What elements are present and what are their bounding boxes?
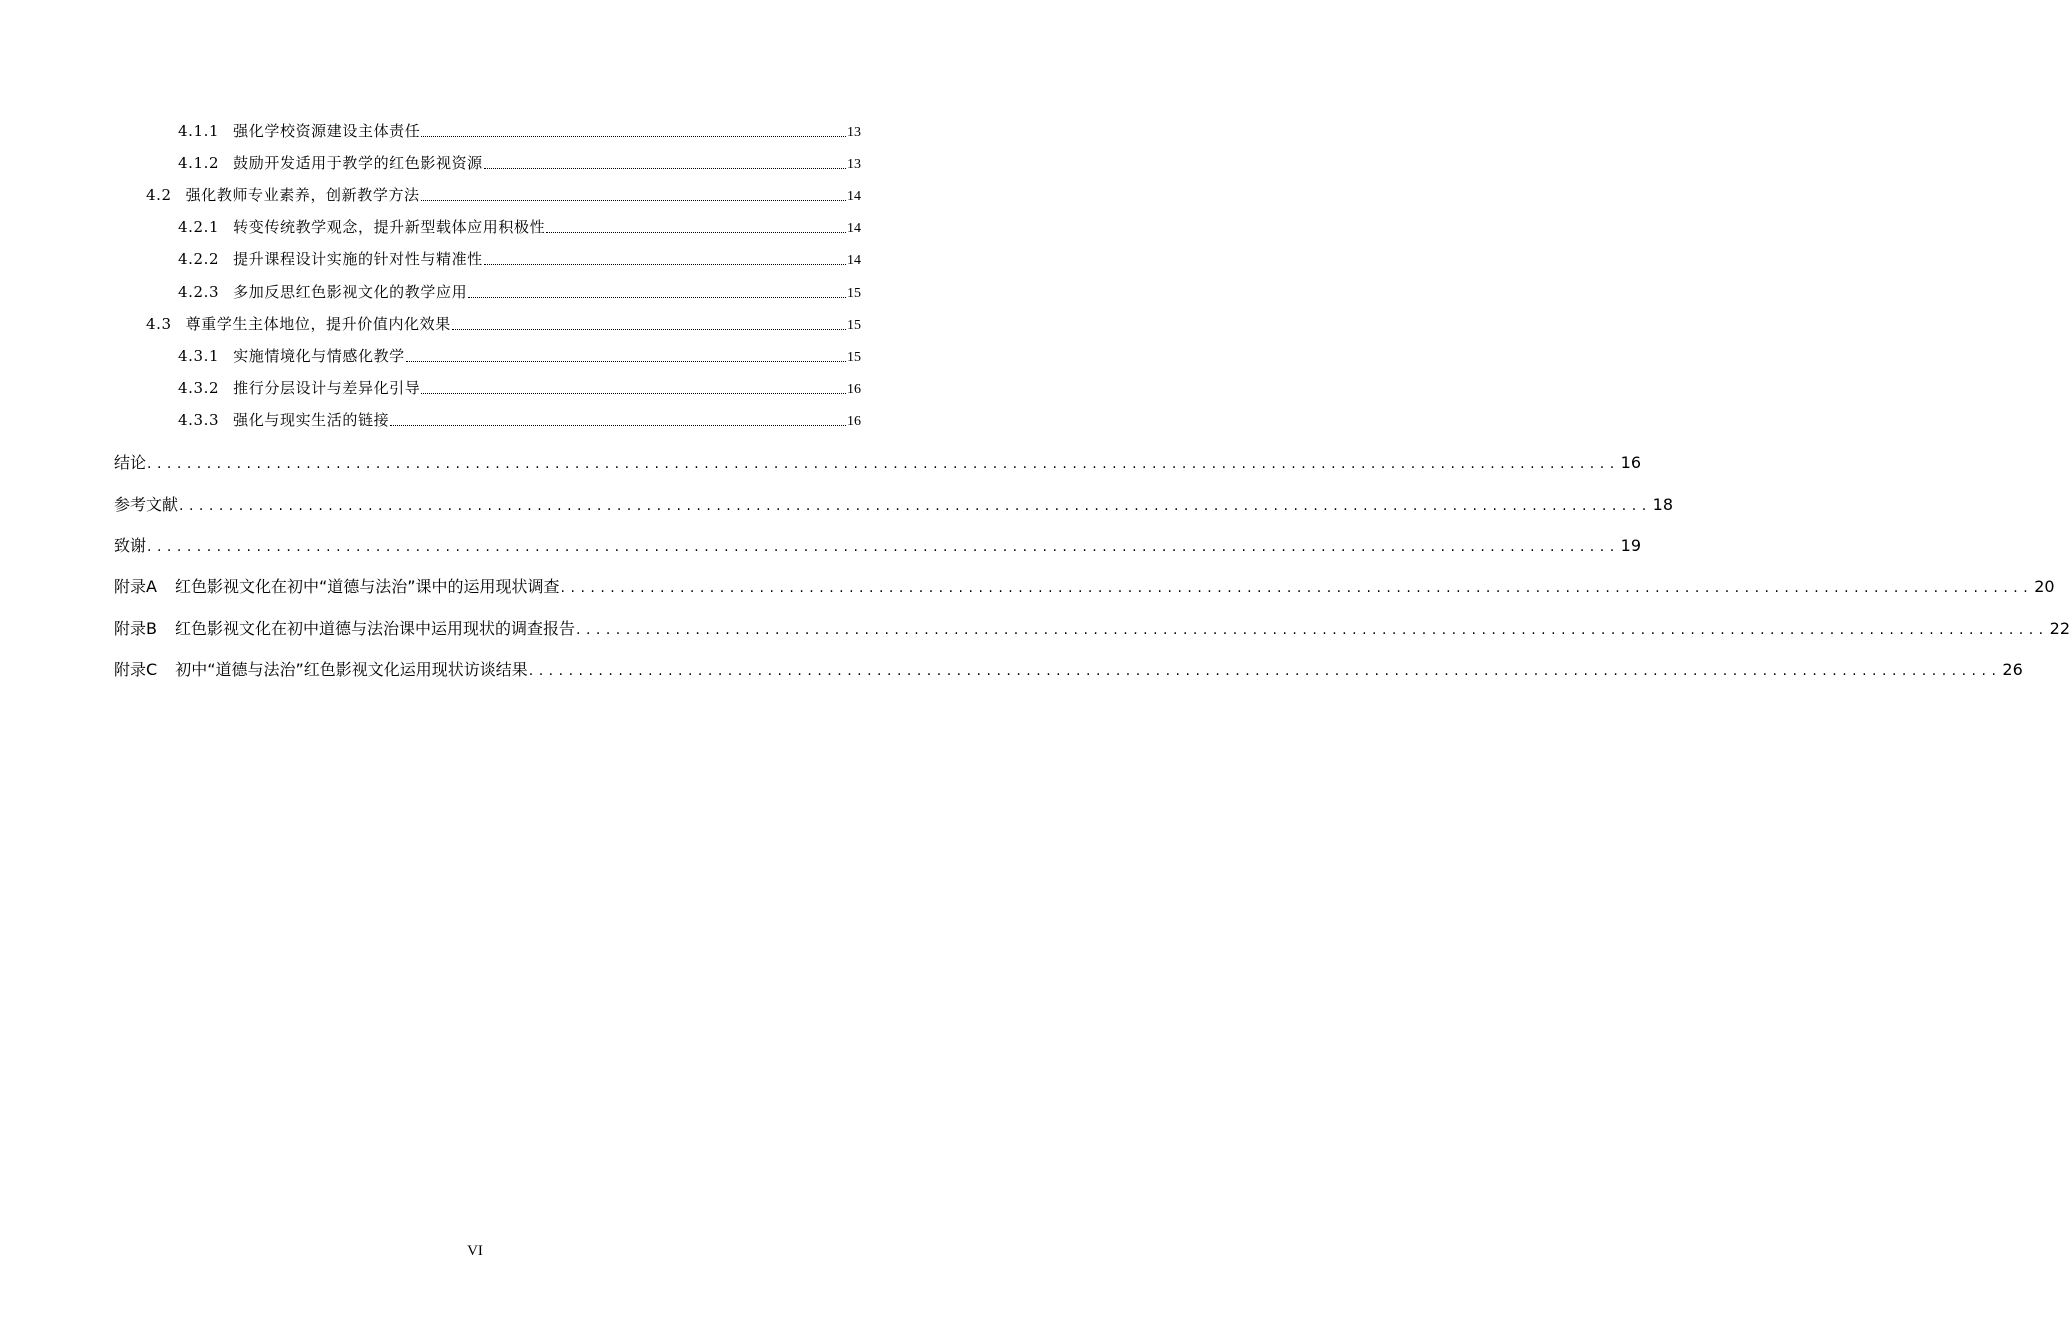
dot-leader: ....................................................................................................................................................: [576, 622, 2049, 638]
toc-entry-page: 14: [847, 189, 861, 204]
dot-leader: [484, 263, 846, 265]
toc-entry-number: 4.3.3: [178, 411, 220, 429]
toc-entry-references[interactable]: [114, 492, 1674, 515]
toc-entry-number: 4.2.1: [178, 218, 220, 236]
dot-leader: [484, 167, 846, 169]
toc-entry-appendix-b[interactable]: [114, 616, 2070, 639]
toc-entry-4-3-2[interactable]: [178, 377, 861, 398]
toc-entry-title: 转变传统教学观念，提升新型载体应用积极性: [233, 218, 546, 236]
toc-entry-title: 鼓励开发适用于教学的红色影视资源: [233, 154, 483, 172]
toc-entry-title: 参考文献: [114, 495, 179, 514]
toc-entry-number: 附录B: [114, 619, 157, 638]
toc-entry-number: 4.2.2: [178, 250, 220, 268]
toc-entry-title: 提升课程设计实施的针对性与精准性: [233, 250, 483, 268]
toc-entry-acknowledgements[interactable]: [114, 533, 1642, 556]
toc-entry-page: 26: [2002, 660, 2023, 679]
toc-entry-number: 4.1.2: [178, 154, 220, 172]
dot-leader: [468, 296, 846, 298]
toc-entry-page: 15: [847, 350, 861, 365]
toc-entry-title: 多加反思红色影视文化的教学应用: [233, 283, 468, 301]
toc-entry-4-2-2[interactable]: [178, 248, 861, 269]
dot-leader: [421, 135, 846, 137]
dot-leader: ....................................................................................................................................................: [560, 580, 2034, 596]
toc-entry-4-1-1[interactable]: [178, 120, 861, 141]
toc-entry-4-2-1[interactable]: [178, 216, 861, 237]
toc-entry-page: 18: [1652, 495, 1674, 514]
toc-entry-title: 初中“道德与法治”红色影视文化运用现状访谈结果: [175, 660, 528, 679]
toc-entry-page: 13: [847, 157, 861, 172]
toc-entry-number: 附录A: [114, 577, 157, 596]
toc-entry-page: 15: [847, 318, 861, 333]
toc-entry-4-1-2[interactable]: [178, 152, 861, 173]
dot-leader: [421, 392, 846, 394]
toc-entry-number: 附录C: [114, 660, 158, 679]
toc-entry-page: 20: [2034, 577, 2055, 596]
toc-entry-title: 红色影视文化在初中道德与法治课中运用现状的调查报告: [174, 619, 575, 638]
toc-entry-appendix-a[interactable]: [114, 574, 2055, 597]
toc-entry-page: 19: [1620, 536, 1642, 555]
toc-entry-number: 4.3.2: [178, 379, 220, 397]
toc-entry-title: 结论: [114, 453, 147, 472]
toc-entry-number: 4.1.1: [178, 122, 220, 140]
dot-leader: ....................................................................................................................................................: [147, 539, 1620, 555]
toc-entry-number: 4.3.1: [178, 347, 220, 365]
toc-entry-page: 13: [847, 125, 861, 140]
dot-leader: [452, 328, 846, 330]
dot-leader: ....................................................................................................................................................: [147, 456, 1620, 472]
toc-entry-title: 强化学校资源建设主体责任: [233, 122, 421, 140]
toc-entry-page: 22: [2049, 619, 2070, 638]
toc-entry-4-3-3[interactable]: [178, 409, 861, 430]
toc-entry-page: 16: [847, 414, 861, 429]
toc-entry-number: 4.2: [146, 186, 172, 204]
toc-entry-title: 强化教师专业素养，创新教学方法: [185, 186, 420, 204]
toc-entry-4-3[interactable]: [146, 313, 861, 334]
toc-entry-page: 15: [847, 286, 861, 301]
toc-entry-title: 致谢: [114, 536, 147, 555]
toc-entry-4-2-3[interactable]: [178, 281, 861, 302]
toc-entry-title: 尊重学生主体地位，提升价值内化效果: [185, 315, 451, 333]
toc-entry-page: 16: [847, 382, 861, 397]
toc-entry-conclusion[interactable]: [114, 450, 1642, 473]
dot-leader: [406, 360, 846, 362]
toc-entry-number: 4.3: [146, 315, 172, 333]
toc-entry-4-3-1[interactable]: [178, 345, 861, 366]
dot-leader: [546, 231, 846, 233]
dot-leader: [421, 199, 846, 201]
toc-entry-title: 推行分层设计与差异化引导: [233, 379, 421, 397]
toc-entry-page: 14: [847, 221, 861, 236]
dot-leader: [390, 424, 846, 426]
toc-entry-appendix-c[interactable]: [114, 657, 2023, 680]
toc-entry-title: 实施情境化与情感化教学: [233, 347, 405, 365]
dot-leader: ....................................................................................................................................................: [528, 663, 2002, 679]
toc-entry-page: 16: [1620, 453, 1642, 472]
toc-entry-page: 14: [847, 253, 861, 268]
toc-entry-4-2[interactable]: [146, 184, 861, 205]
dot-leader: ....................................................................................................................................................: [179, 498, 1652, 514]
toc-entry-number: 4.2.3: [178, 283, 220, 301]
toc-entry-title: 红色影视文化在初中“道德与法治”课中的运用现状调查: [174, 577, 560, 596]
toc-entry-title: 强化与现实生活的链接: [233, 411, 390, 429]
page-number: VI: [467, 1243, 483, 1259]
